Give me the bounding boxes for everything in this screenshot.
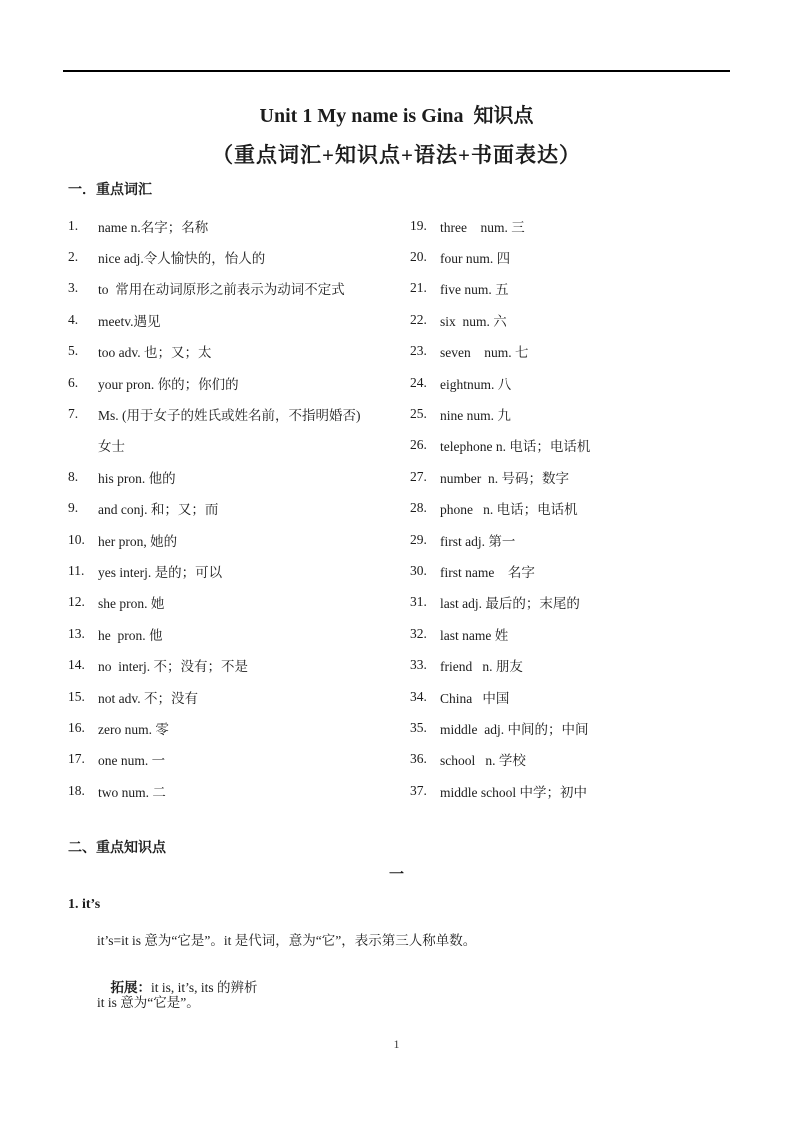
vocab-text: his pron. 他的: [98, 470, 176, 486]
vocab-text: and conj. 和；又；而: [98, 502, 219, 518]
vocab-row: [410, 712, 730, 743]
vocab-row: [410, 649, 730, 680]
vocab-number: 4.: [68, 311, 79, 327]
vocab-number: 16.: [68, 719, 85, 735]
vocab-text: name n.名字；名称: [98, 219, 209, 235]
vocab-row: [68, 430, 410, 461]
section2-divider: 一: [388, 867, 404, 883]
vocab-text: she pron. 她: [98, 596, 165, 612]
vocab-number: 11.: [68, 562, 85, 578]
vocab-text: Ms. (用于女子的姓氏或姓名前，不指明婚否): [98, 408, 361, 424]
vocab-row: [68, 618, 410, 649]
vocab-number: 24.: [410, 374, 427, 390]
vocab-row: [410, 555, 730, 586]
vocab-number: 23.: [410, 343, 427, 359]
vocab-text: her pron, 她的: [98, 533, 178, 549]
vocab-text: phone n. 电话；电话机: [440, 502, 578, 518]
vocab-number: 37.: [410, 782, 427, 798]
vocab-row: [68, 649, 410, 680]
vocab-text: three num. 三: [440, 219, 525, 235]
vocab-number: 35.: [410, 719, 427, 735]
vocab-row: [68, 681, 410, 712]
vocab-text: middle adj. 中间的；中间: [440, 721, 589, 737]
vocab-number: 7.: [68, 406, 79, 422]
vocab-text: not adv. 不；没有: [98, 690, 198, 706]
vocab-number: 19.: [410, 217, 427, 233]
vocab-text: friend n. 朋友: [440, 659, 523, 675]
vocab-number: 20.: [410, 249, 427, 265]
page-number: 1: [393, 1037, 400, 1051]
section1-heading: 一．重点词汇: [68, 181, 152, 197]
vocab-number: 18.: [68, 782, 85, 798]
vocab-text: school n. 学校: [440, 753, 526, 769]
vocab-column-right: [410, 210, 730, 806]
vocab-row: [410, 461, 730, 492]
vocab-text: last adj. 最后的；末尾的: [440, 596, 580, 612]
vocab-text: four num. 四: [440, 251, 511, 267]
vocab-row: [68, 712, 410, 743]
vocab-text: one num. 一: [98, 753, 166, 769]
vocab-row: [68, 210, 410, 241]
vocab-row: [410, 618, 730, 649]
document-title: Unit 1 My name is Gina 知识点: [259, 105, 534, 127]
vocab-number: 21.: [410, 280, 427, 296]
vocab-row: [68, 744, 410, 775]
vocab-row: [68, 241, 410, 272]
vocab-text: first name 名字: [440, 564, 535, 580]
vocab-text: meetv.遇见: [98, 313, 161, 329]
vocab-row: [410, 587, 730, 618]
vocab-row: [68, 398, 410, 429]
vocab-number: 27.: [410, 468, 427, 484]
section2-heading: 二、重点知识点: [68, 839, 166, 855]
expand-label: 拓展：: [110, 980, 151, 995]
vocab-number: 15.: [68, 688, 85, 704]
vocab-number: 17.: [68, 751, 85, 767]
vocab-row: [410, 241, 730, 272]
vocab-row: [410, 336, 730, 367]
vocab-row: [68, 367, 410, 398]
document-subtitle: （重点词汇+知识点+语法+书面表达）: [212, 143, 581, 167]
vocab-text: eightnum. 八: [440, 376, 512, 392]
vocab-text: two num. 二: [98, 784, 166, 800]
vocab-text: first adj. 第一: [440, 533, 516, 549]
vocab-text: seven num. 七: [440, 345, 529, 361]
vocab-list: [68, 210, 730, 806]
vocab-row: [68, 336, 410, 367]
vocab-text: China 中国: [440, 690, 510, 706]
vocab-text: your pron. 你的；你们的: [98, 376, 239, 392]
vocab-column-left: [68, 210, 410, 806]
vocab-row: [68, 587, 410, 618]
vocab-number: 14.: [68, 657, 85, 673]
vocab-row: [410, 524, 730, 555]
vocab-number: 36.: [410, 751, 427, 767]
vocab-number: 25.: [410, 406, 427, 422]
vocab-row: [410, 398, 730, 429]
expand-text: it is, it’s, its 的辨析: [151, 980, 258, 995]
vocab-text: last name 姓: [440, 627, 509, 643]
vocab-number: 32.: [410, 625, 427, 641]
vocab-text: to 常用在动词原形之前表示为动词不定式: [98, 282, 345, 298]
vocab-number: 3.: [68, 280, 79, 296]
vocab-number: 34.: [410, 688, 427, 704]
vocab-row: [68, 273, 410, 304]
vocab-row: [410, 273, 730, 304]
vocab-row: [68, 461, 410, 492]
vocab-number: 8.: [68, 468, 79, 484]
vocab-number: 28.: [410, 500, 427, 516]
vocab-row: [68, 493, 410, 524]
vocab-text: middle school 中学；初中: [440, 784, 587, 800]
vocab-number: 29.: [410, 531, 427, 547]
vocab-row: [68, 304, 410, 335]
vocab-number: 13.: [68, 625, 85, 641]
vocab-text: too adv. 也；又；太: [98, 345, 212, 361]
vocab-text: yes interj. 是的；可以: [98, 564, 223, 580]
vocab-number: 9.: [68, 500, 79, 516]
vocab-row: [68, 555, 410, 586]
vocab-row: [410, 304, 730, 335]
vocab-row: [410, 210, 730, 241]
vocab-number: 10.: [68, 531, 85, 547]
vocab-number: 6.: [68, 374, 79, 390]
vocab-text: telephone n. 电话；电话机: [440, 439, 591, 455]
vocab-row: [410, 681, 730, 712]
vocab-number: 1.: [68, 217, 79, 233]
vocab-text: nine num. 九: [440, 408, 511, 424]
vocab-row: [410, 430, 730, 461]
point-line-1: it’s=it is 意为“它是”。it 是代词，意为“它”，表示第三人称单数。: [97, 933, 477, 948]
header-rule: [63, 70, 730, 72]
vocab-row: [410, 744, 730, 775]
vocab-number: 33.: [410, 657, 427, 673]
vocab-row: [68, 775, 410, 806]
vocab-text: five num. 五: [440, 282, 509, 298]
vocab-row: [68, 524, 410, 555]
vocab-row: [410, 367, 730, 398]
vocab-text: zero num. 零: [98, 721, 169, 737]
vocab-text: six num. 六: [440, 313, 507, 329]
vocab-number: 31.: [410, 594, 427, 610]
vocab-number: 26.: [410, 437, 427, 453]
vocab-row: [410, 493, 730, 524]
vocab-number: 2.: [68, 249, 79, 265]
vocab-text: no interj. 不；没有；不是: [98, 659, 248, 675]
vocab-text: 女士: [98, 439, 125, 455]
vocab-number: 5.: [68, 343, 79, 359]
vocab-text: number n. 号码；数字: [440, 470, 569, 486]
vocab-number: 12.: [68, 594, 85, 610]
vocab-text: nice adj.令人愉快的，怡人的: [98, 251, 266, 267]
vocab-number: 30.: [410, 562, 427, 578]
vocab-number: 22.: [410, 311, 427, 327]
point-line-2: it is 意为“它是”。: [97, 995, 200, 1010]
vocab-text: he pron. 他: [98, 627, 163, 643]
point-title: 1. it’s: [68, 897, 101, 912]
vocab-row: [410, 775, 730, 806]
